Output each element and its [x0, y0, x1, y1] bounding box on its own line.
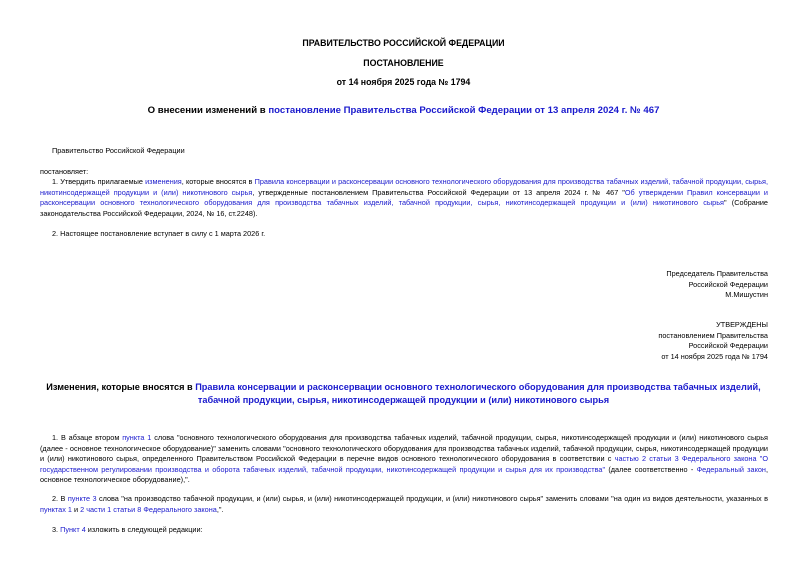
item-2-text-d: ,". [216, 504, 224, 514]
item-3-link-point-4[interactable]: Пункт 4 [60, 525, 86, 534]
signature-name: М.Мишустин [725, 290, 768, 300]
document-title [0, 104, 807, 117]
item-1-link-law-article[interactable]: частью 2 статьи 3 Федерального закона "О государственном регулировании производства и оборота табачных изделий, табачной продукции, никотинсодержащей продукции и сырья для их производства" [40, 454, 769, 474]
item-3-text-a: 3. [52, 525, 61, 534]
item-1-link-point[interactable]: пункта 1 [122, 433, 152, 442]
item-3-text-b: изложить в следующей редакции: [85, 525, 203, 534]
signature-block [560, 269, 768, 301]
clause-1-text-a: 1. Утвердить прилагаемые [52, 177, 146, 186]
clause-1-link-rules[interactable]: Правила консервации и расконсервации основного технологического оборудования для производства табачных изделий, табачной продукции, сырья, никотинсодержащей продукции и (или) никотинового сырья [40, 177, 769, 197]
item-2-text-a: 2. В [52, 494, 68, 503]
item-2-text-c: и [71, 504, 81, 514]
preamble-issuer: Правительство Российской Федерации [52, 146, 185, 155]
item-2-text-b: слова "на производство табачной продукции, и (или) сырья, и (или) никотинсодержащей продукции, и (или) никотинового сырья" заменить словами "на один из видов деятельности, указанных в [96, 494, 768, 503]
clause-1 [40, 177, 768, 219]
title-prefix: О внесении изменений в [147, 105, 269, 116]
approval-block [560, 320, 768, 362]
approval-line-2: постановлением Правительства [658, 330, 768, 340]
item-2-link-points-1[interactable]: пунктах 1 [40, 504, 72, 514]
item-1-text-b: слова "основного технологического оборудования для производства табачных изделий, табачной продукции, сырья, никотинсодержащей продукции и (или) никотинового сырья (далее - основное технологическое оборудование)" заменить словами "основного технологического оборудования для производства табачных изделий, табачной продукции, сырья, никотинсодержащей продукции и (или) никотинового сырья, определенного Правительством Российской Федерации в перечне видов основного технологического оборудования в соответствии с [40, 433, 768, 464]
date-number-heading: от 14 ноября 2025 года № 1794 [336, 77, 471, 87]
title-link[interactable]: постановление Правительства Российской Федерации от 13 апреля 2024 г. № 467 [268, 105, 660, 116]
clause-1-text-d: " (Собрание законодательства Российской Федерации, 2024, № 16, ст.2248). [40, 198, 768, 218]
item-1 [40, 433, 768, 486]
item-3 [52, 525, 203, 536]
annex-title-link-1[interactable]: Правила консервации и расконсервации основного технологического оборудования для производства табачных изделий, [195, 382, 761, 392]
clause-1-link-changes[interactable]: изменения [145, 177, 182, 186]
approval-line-3: Российской Федерации [688, 341, 768, 351]
approval-line-1: УТВЕРЖДЕНЫ [716, 320, 768, 329]
item-2-link-point-3[interactable]: пункте 3 [67, 494, 97, 503]
signature-role-line-2: Российской Федерации [688, 279, 768, 289]
item-1-text-d: , основное технологическое оборудование),". [40, 464, 768, 485]
annex-title [0, 381, 807, 407]
item-1-link-federal-law[interactable]: Федеральный закон [696, 464, 766, 474]
signature-role-line-1: Председатель Правительства [666, 269, 768, 278]
doc-type-heading: ПОСТАНОВЛЕНИЕ [363, 58, 444, 68]
item-2-link-article-8[interactable]: 2 части 1 статьи 8 Федерального закона [80, 504, 217, 514]
clause-1-link-decree[interactable]: Об утверждении Правил консервации и расконсервации основного технологического оборудования для производства табачных изделий, табачной продукции, сырья, никотинсодержащей продукции и (или) никотинового сырья [40, 187, 768, 208]
approval-line-4: от 14 ноября 2025 года № 1794 [661, 351, 768, 361]
item-2 [40, 494, 768, 515]
preamble-decrees: постановляет: [40, 167, 89, 176]
item-1-text-a: 1. В абзаце втором [52, 433, 123, 442]
clause-1-text-c: , утвержденные постановлением Правительства Российской Федерации от 13 апреля 2024 г. № 467 " [252, 187, 625, 197]
government-heading: ПРАВИТЕЛЬСТВО РОССИЙСКОЙ ФЕДЕРАЦИИ [302, 38, 505, 48]
annex-title-prefix: Изменения, которые вносятся в [46, 382, 196, 392]
annex-title-link-2[interactable]: табачной продукции, сырья, никотинсодержащей продукции и (или) никотинового сырья [197, 395, 610, 405]
item-1-text-c: (далее соответственно - [605, 464, 697, 474]
clause-2: 2. Настоящее постановление вступает в силу с 1 марта 2026 г. [52, 229, 266, 238]
clause-1-text-b: , которые вносятся в [181, 177, 255, 186]
